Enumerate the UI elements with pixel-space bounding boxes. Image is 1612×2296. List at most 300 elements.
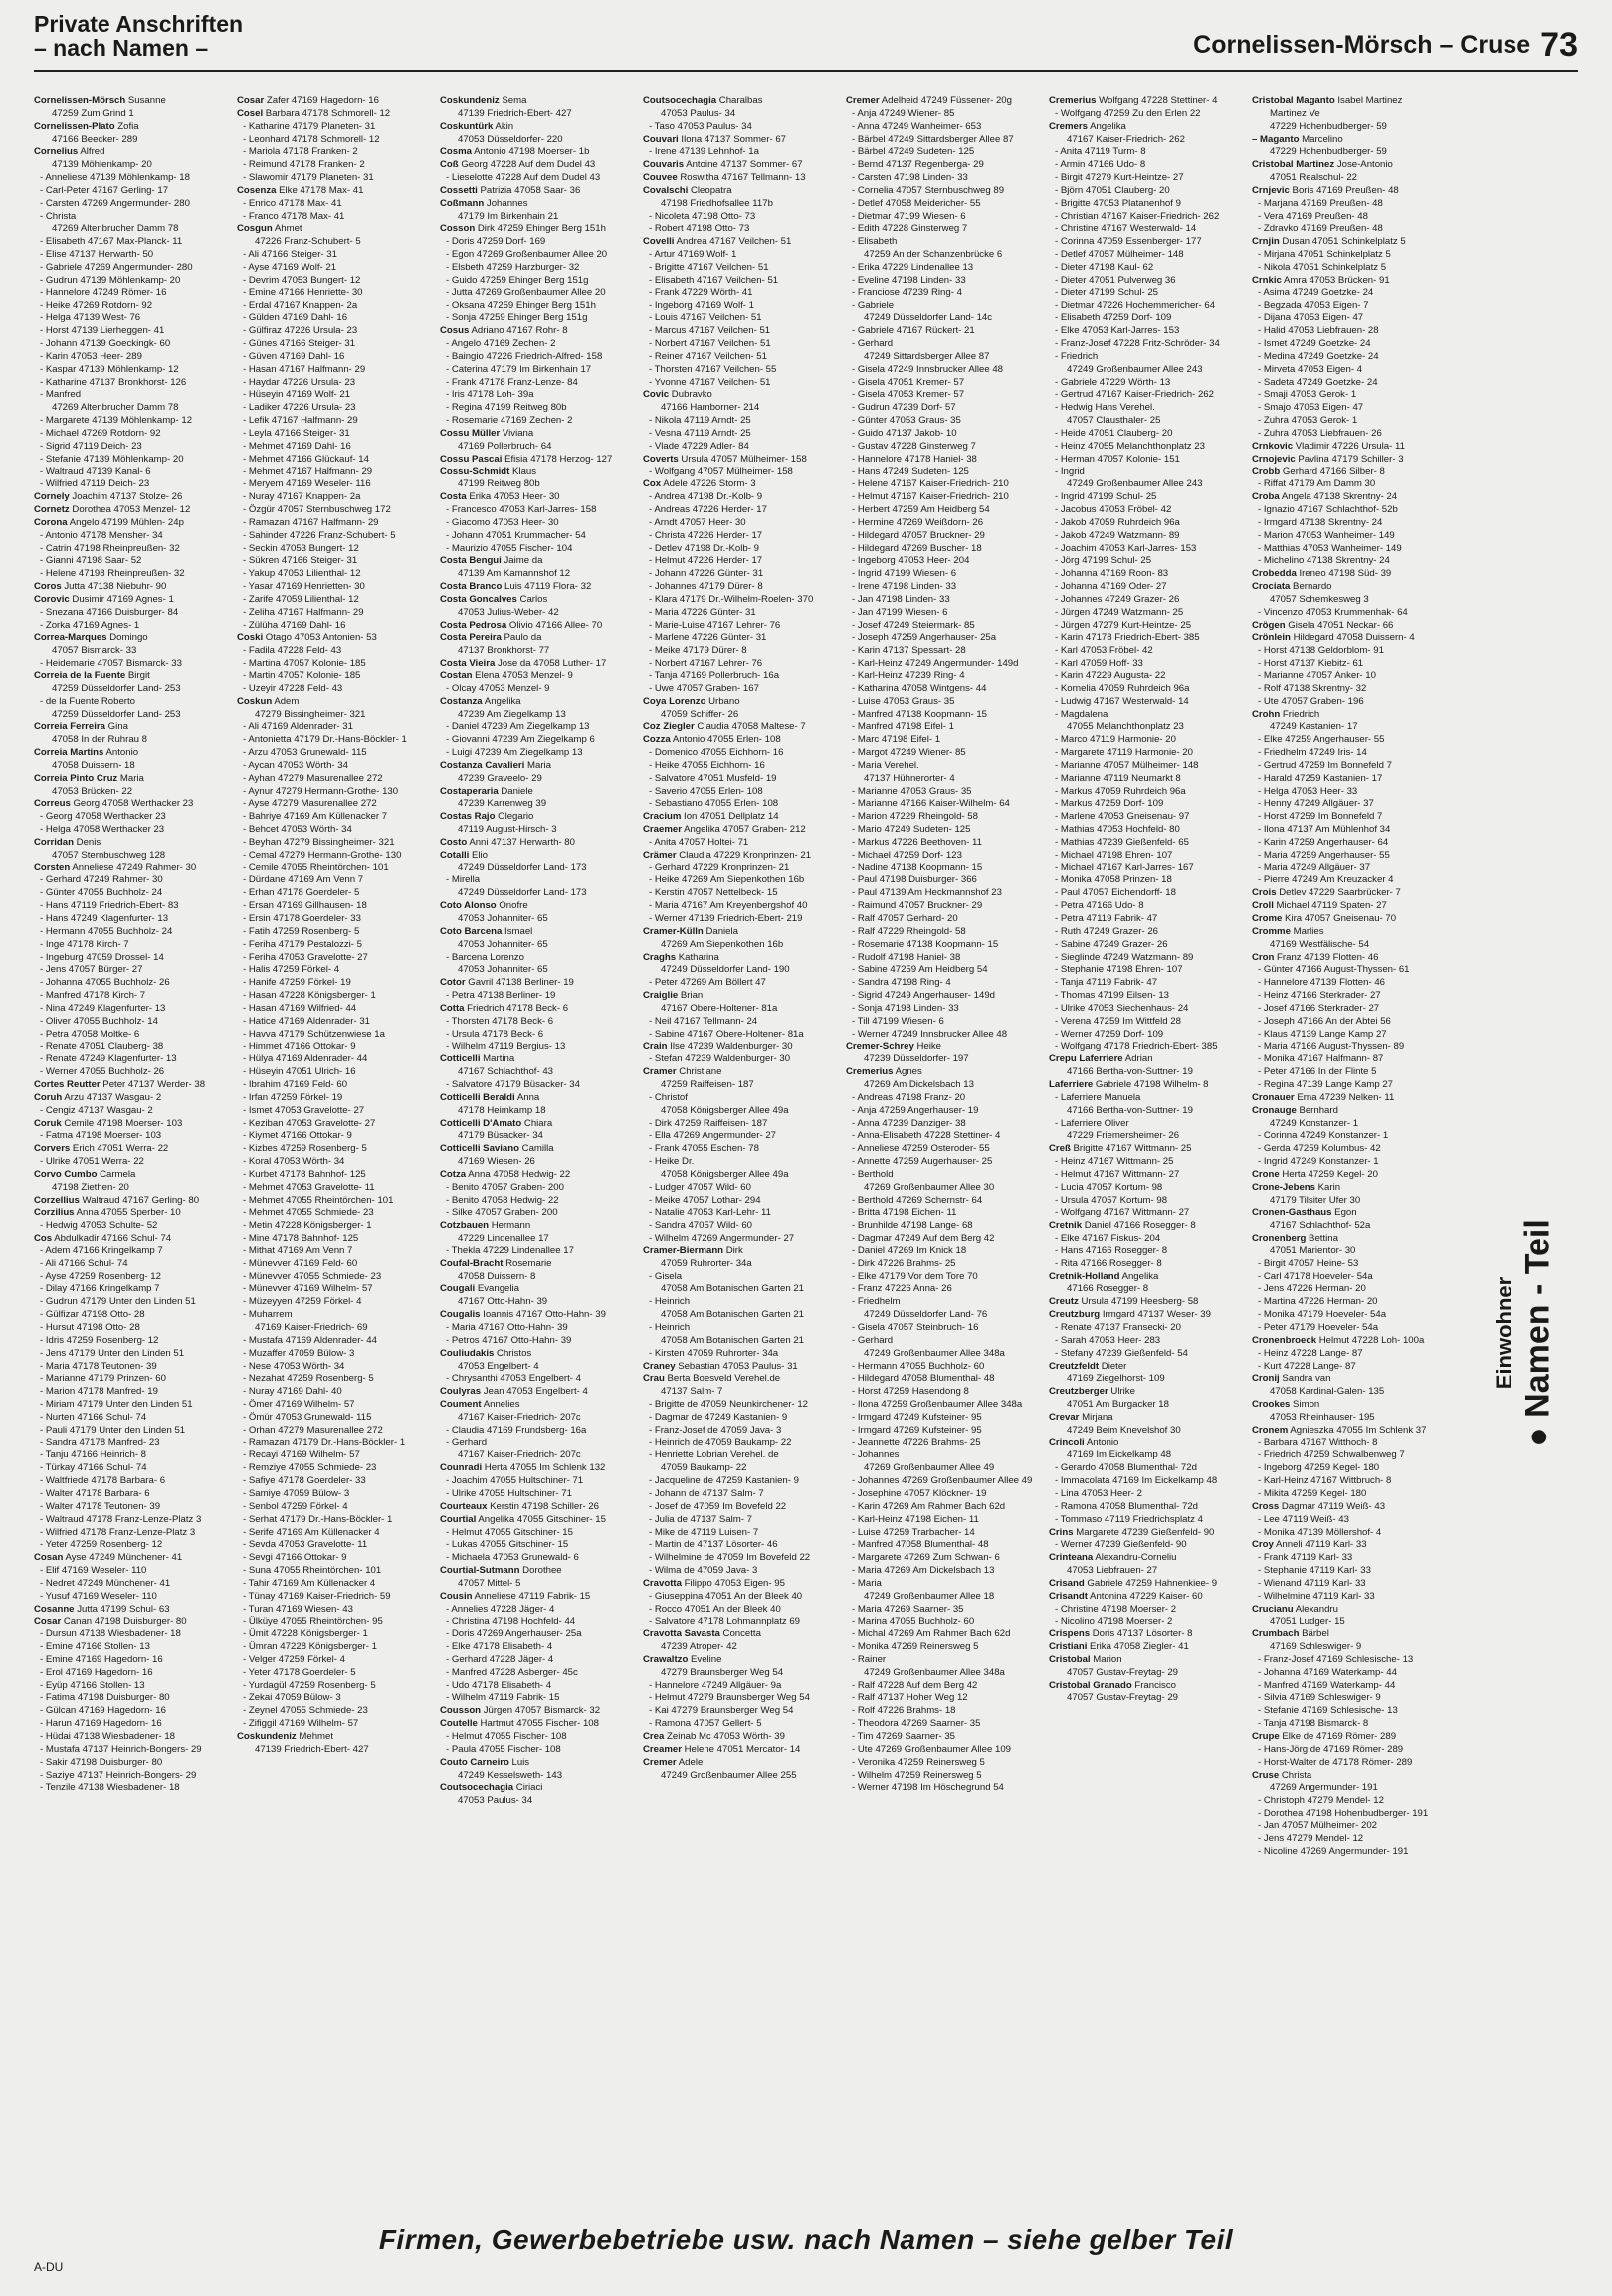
directory-entry — [643, 1449, 836, 1462]
entry-details: - Gisela 47053 Kremer- 57 — [852, 389, 965, 401]
directory-entry — [1252, 1258, 1445, 1271]
directory-entry — [1252, 478, 1445, 491]
entry-surname: Cossu-Schmidt — [440, 466, 510, 478]
entry-details: 47166 Rosegger- 8 — [1067, 1283, 1149, 1295]
directory-entry — [643, 1386, 836, 1399]
entry-details: - Norbert 47167 Lehrer- 76 — [649, 658, 763, 670]
entry-details: - Hannelore 47249 Römer- 16 — [40, 287, 167, 298]
entry-details: Antonio — [103, 747, 139, 759]
directory-entry — [1252, 1437, 1445, 1450]
entry-details: - Lieselotte 47228 Auf dem Dudel 43 — [446, 172, 601, 184]
entry-details: - Helmut 47055 Fischer- 108 — [446, 1731, 567, 1742]
directory-entry — [846, 441, 1039, 454]
directory-entry — [237, 1296, 430, 1309]
directory-entry — [440, 1449, 633, 1462]
directory-entry — [1252, 683, 1445, 696]
entry-surname: Cornely — [34, 491, 70, 503]
directory-entry — [440, 1029, 633, 1042]
entry-details: - Keziban 47053 Gravelotte- 27 — [243, 1117, 376, 1129]
directory-entry — [1252, 1309, 1445, 1322]
entry-details: - Julia de 47137 Salm- 7 — [649, 1513, 752, 1525]
entry-details: - Ülküye 47055 Rheintörchen- 95 — [243, 1616, 383, 1627]
entry-surname: Cosanne — [34, 1603, 75, 1615]
entry-details: Marlies — [1290, 925, 1324, 937]
directory-entry — [1252, 1616, 1445, 1628]
entry-details: Bernhard — [1296, 1104, 1338, 1116]
directory-entry — [237, 211, 430, 224]
directory-entry — [643, 428, 836, 441]
entry-details: Herta 47055 Im Schlenk 132 — [482, 1462, 606, 1474]
entry-details: - Hildegard 47057 Bruckner- 29 — [852, 529, 985, 541]
entry-details: Alfred — [78, 146, 105, 158]
directory-entry — [1049, 1283, 1242, 1296]
directory-entry — [643, 1207, 836, 1220]
directory-entry — [643, 926, 836, 939]
directory-entry — [1252, 1245, 1445, 1258]
entry-details: - Guido 47137 Jakob- 10 — [852, 427, 957, 439]
entry-details: - Natalie 47053 Karl-Lehr- 11 — [649, 1207, 772, 1219]
directory-entry — [846, 1718, 1039, 1731]
entry-details: - Carsten 47269 Angermunder- 280 — [40, 197, 190, 209]
entry-details: - Mirveta 47053 Eigen- 4 — [1258, 363, 1363, 375]
entry-details: - Maria — [852, 1577, 882, 1589]
entry-details: - Sabine 47259 Am Heidberg 54 — [852, 964, 988, 976]
entry-surname: Creutz — [1049, 1296, 1079, 1308]
directory-entry — [1252, 300, 1445, 313]
entry-surname: Cosus — [440, 325, 470, 337]
header-rule — [34, 70, 1578, 72]
entry-details: - Emine 47166 Henriette- 30 — [243, 287, 363, 298]
entry-surname: Crnkovic — [1252, 440, 1294, 452]
directory-entry — [643, 1348, 836, 1361]
directory-entry — [1252, 159, 1445, 172]
entry-details: - Salvatore 47179 Büsacker- 34 — [446, 1078, 580, 1090]
entry-details: - Zuhra 47053 Liebfrauen- 26 — [1258, 427, 1382, 439]
entry-details: 47139 Am Kamannshof 12 — [458, 568, 571, 580]
entry-surname: Correus — [34, 798, 71, 810]
entry-details: - Giovanni 47239 Am Ziegelkamp 6 — [446, 734, 595, 746]
directory-entry — [643, 798, 836, 811]
entry-details: 47057 Gustav-Freytag- 29 — [1067, 1692, 1178, 1704]
directory-entry — [643, 1628, 836, 1641]
entry-details: Zofia — [114, 120, 139, 132]
entry-details: Karin — [1314, 1181, 1341, 1193]
entry-details: - Johann 47226 Günter- 31 — [649, 568, 764, 580]
directory-entry — [643, 620, 836, 633]
entry-surname: Cravotta — [643, 1577, 682, 1589]
entry-surname: Correia Martins — [34, 747, 104, 759]
directory-entry — [1049, 747, 1242, 760]
entry-details: Ilona 47137 Sommer- 67 — [678, 133, 786, 145]
directory-entry — [237, 1578, 430, 1591]
entry-details: - Vera 47169 Preußen- 48 — [1258, 210, 1368, 222]
directory-entry — [1049, 262, 1242, 275]
directory-entry — [1252, 1156, 1445, 1169]
entry-details: - Helene 47198 Rheinpreußen- 32 — [40, 568, 185, 580]
directory-entry — [1252, 1105, 1445, 1118]
directory-entry — [34, 939, 227, 952]
entry-surname: Costanza Cavalieri — [440, 759, 525, 771]
directory-entry — [237, 543, 430, 556]
entry-details: - Michaela 47053 Grunewald- 6 — [446, 1552, 579, 1564]
entry-details: - Benito 47057 Graben- 200 — [446, 1181, 564, 1193]
directory-entry — [34, 670, 227, 683]
directory-entry — [846, 1296, 1039, 1309]
entry-details: Dorothee — [519, 1565, 562, 1577]
entry-details: Jaime da — [501, 555, 543, 567]
directory-column — [1049, 96, 1242, 2191]
entry-details: 47249 Düsseldorfer Land- 173 — [458, 887, 587, 899]
directory-entry — [846, 939, 1039, 952]
entry-details: - Erdal 47167 Knappen- 2a — [243, 299, 358, 311]
directory-entry — [1252, 1514, 1445, 1527]
entry-details: - Martin 47057 Kolonie- 185 — [243, 670, 361, 681]
entry-details: - Tanja 47198 Bismarck- 8 — [1258, 1718, 1369, 1730]
entry-details: - Katharine 47137 Bronkhorst- 126 — [40, 376, 187, 388]
entry-details: Ahmet — [272, 223, 302, 235]
entry-details: - Detlev 47198 Dr.-Kolb- 9 — [649, 542, 759, 554]
entry-details: - Christine 47198 Moerser- 2 — [1055, 1603, 1177, 1615]
directory-entry — [440, 454, 633, 467]
directory-entry — [237, 1412, 430, 1425]
entry-details: Ayse 47249 Münchener- 41 — [63, 1552, 183, 1564]
directory-entry — [1252, 172, 1445, 185]
entry-details: - Koral 47053 Wörth- 34 — [243, 1156, 345, 1168]
entry-details: - Gudrun 47239 Dorf- 57 — [852, 402, 956, 414]
entry-details: - Anneliese 47259 Osteroder- 55 — [852, 1143, 990, 1155]
directory-entry — [237, 389, 430, 402]
entry-details: Dusimir 47169 Agnes- 1 — [69, 593, 174, 605]
entry-details: - Lee 47119 Weiß- 43 — [1258, 1513, 1349, 1525]
entry-details: - Maurizio 47055 Fischer- 104 — [446, 542, 573, 554]
directory-entry — [1252, 1744, 1445, 1757]
directory-entry — [237, 249, 430, 262]
entry-details: - Elif 47169 Weseler- 110 — [40, 1565, 147, 1577]
entry-details: 47057 Sternbuschweg 128 — [52, 849, 166, 861]
directory-entry — [1252, 96, 1445, 108]
entry-details: - Helga 47053 Heer- 33 — [1258, 785, 1358, 797]
entry-details: - Dagmar 47249 Auf dem Berg 42 — [852, 1233, 995, 1244]
directory-entry — [1252, 121, 1445, 134]
entry-details: Francisco — [1131, 1679, 1176, 1691]
entry-details: Gabriele 47259 Hahnenkiee- 9 — [1084, 1577, 1218, 1589]
entry-details: - Suna 47055 Rheintörchen- 101 — [243, 1565, 382, 1577]
entry-details: - Kirsten 47059 Ruhrorter- 34a — [649, 1347, 779, 1359]
directory-entry — [1252, 1654, 1445, 1667]
entry-details: Claudia 47058 Maltese- 7 — [694, 721, 806, 733]
directory-column — [846, 96, 1039, 2191]
entry-details: - Bärbel 47249 Sittardsberger Allee 87 — [852, 133, 1014, 145]
directory-entry — [237, 1475, 430, 1488]
directory-entry — [846, 1604, 1039, 1617]
directory-entry — [1049, 300, 1242, 313]
directory-entry — [846, 121, 1039, 134]
entry-details: 47167 Obere-Holtener- 81a — [661, 1002, 778, 1014]
directory-entry — [237, 517, 430, 530]
entry-details: - Margarete 47119 Harmonie- 20 — [1055, 747, 1194, 759]
entry-details: 47249 Konstanzer- 1 — [1270, 1117, 1359, 1129]
directory-entry — [846, 1770, 1039, 1783]
entry-surname: Cortes Reutter — [34, 1078, 101, 1090]
entry-details: 47058 Am Botanischen Garten 21 — [661, 1334, 805, 1346]
entry-details: - Manfred 47169 Waterkamp- 44 — [1258, 1679, 1396, 1691]
directory-entry — [1049, 798, 1242, 811]
entry-details: - Bahriye 47169 Am Küllenacker 7 — [243, 811, 388, 823]
directory-entry — [34, 1744, 227, 1757]
directory-entry — [34, 211, 227, 224]
entry-details: Antonio — [1084, 1436, 1119, 1448]
entry-details: - Lefik 47167 Halfmann- 29 — [243, 415, 358, 427]
directory-entry — [34, 325, 227, 338]
directory-entry — [237, 1604, 430, 1617]
directory-entry — [237, 402, 430, 415]
directory-entry — [1252, 760, 1445, 773]
directory-entry — [440, 1348, 633, 1361]
directory-entry — [1252, 262, 1445, 275]
directory-entry — [1049, 1271, 1242, 1284]
directory-entry — [1252, 415, 1445, 428]
entry-details: - Velger 47259 Förkel- 4 — [243, 1653, 345, 1665]
entry-details: - Christa — [40, 210, 77, 222]
directory-entry — [643, 632, 836, 645]
directory-entry — [237, 1462, 430, 1475]
page-number: 73 — [1540, 26, 1578, 64]
entry-surname: Cravotta Savasta — [643, 1628, 720, 1640]
entry-details: 47166 Beecker- 289 — [52, 133, 138, 145]
entry-details: - Aynur 47279 Hermann-Grothe- 130 — [243, 785, 399, 797]
entry-details: Maria — [117, 772, 144, 784]
entry-surname: Crögen — [1252, 619, 1286, 631]
entry-details: - Fatima 47198 Duisburger- 80 — [40, 1692, 170, 1704]
directory-entry — [1049, 670, 1242, 683]
directory-entry — [846, 555, 1039, 568]
entry-details: - Helga 47139 West- 76 — [40, 312, 141, 324]
entry-surname: Cracium — [643, 811, 682, 823]
directory-entry — [643, 1680, 836, 1693]
entry-surname: Cotticelli D'Amato — [440, 1117, 522, 1129]
directory-entry — [1252, 185, 1445, 198]
directory-entry — [237, 1271, 430, 1284]
directory-entry — [846, 478, 1039, 491]
directory-entry — [237, 1628, 430, 1641]
entry-details: Ismael — [502, 925, 533, 937]
directory-entry — [1252, 1565, 1445, 1578]
directory-entry — [34, 568, 227, 581]
directory-entry — [643, 377, 836, 390]
directory-entry — [440, 734, 633, 747]
entry-details: - Gabriele 47229 Wörth- 13 — [1055, 376, 1171, 388]
entry-details: - Carsten 47198 Linden- 33 — [852, 172, 968, 184]
directory-entry — [440, 1169, 633, 1182]
entry-details: - Ingeburg 47059 Drossel- 14 — [40, 951, 164, 963]
directory-entry — [846, 786, 1039, 799]
entry-surname: Crome — [1252, 913, 1283, 924]
directory-entry — [440, 1680, 633, 1693]
entry-details: - Hüseyin 47169 Wolf- 21 — [243, 389, 351, 401]
entry-details: - Hans 47119 Friedrich-Ebert- 83 — [40, 900, 179, 912]
directory-entry — [34, 1066, 227, 1079]
directory-entry — [1252, 670, 1445, 683]
directory-entry — [237, 338, 430, 351]
directory-entry — [1049, 824, 1242, 837]
entry-details: - Rosemarie 47169 Zechen- 2 — [446, 415, 573, 427]
entry-details: 47169 Ziegelhorst- 109 — [1067, 1373, 1165, 1385]
entry-details: - Dieter 47199 Schul- 25 — [1055, 287, 1158, 298]
directory-entry — [34, 1079, 227, 1092]
entry-details: Sandra van — [1279, 1373, 1331, 1385]
entry-details: 47179 Im Birkenhain 21 — [458, 210, 559, 222]
entry-details: - Elke 47179 Vor dem Tore 70 — [852, 1270, 978, 1282]
directory-entry — [643, 517, 836, 530]
entry-details: - Marianne 47057 Mülheimer- 148 — [1055, 759, 1199, 771]
entry-details: - Marlene 47053 Gneisenau- 97 — [1055, 811, 1190, 823]
entry-details: Antonio 47055 Erlen- 108 — [670, 734, 781, 746]
entry-details: Olivio 47166 Allee- 70 — [506, 619, 603, 631]
directory-entry — [34, 1437, 227, 1450]
directory-entry — [1252, 1808, 1445, 1820]
directory-entry — [846, 1322, 1039, 1335]
entry-details: - Josef de 47059 Im Bovefeld 22 — [649, 1500, 787, 1512]
directory-entry — [1252, 108, 1445, 121]
entry-details: - Gabriele 47269 Angermunder- 280 — [40, 261, 193, 273]
directory-entry — [440, 913, 633, 926]
entry-details: - Ingeborg 47259 Kegel- 180 — [1258, 1462, 1380, 1474]
entry-details: - Horst 47259 Hasendong 8 — [852, 1386, 969, 1398]
directory-entry — [237, 1680, 430, 1693]
directory-entry — [34, 811, 227, 824]
entry-details: Marion — [1090, 1653, 1122, 1665]
directory-entry — [1049, 1130, 1242, 1143]
entry-details: 47137 Salm- 7 — [661, 1386, 723, 1398]
directory-entry — [846, 172, 1039, 185]
entry-details: Wolfgang 47228 Stettiner- 4 — [1096, 96, 1218, 106]
directory-entry — [1252, 837, 1445, 850]
directory-entry — [34, 338, 227, 351]
directory-entry — [846, 887, 1039, 900]
entry-details: - Franco 47178 Max- 41 — [243, 210, 345, 222]
directory-entry — [34, 1578, 227, 1591]
entry-details: 47249 Düsseldorfer Land- 76 — [864, 1309, 988, 1321]
directory-entry — [34, 798, 227, 811]
directory-entry — [440, 1552, 633, 1565]
directory-entry — [1252, 1501, 1445, 1514]
directory-entry — [643, 862, 836, 875]
entry-details: Luis — [508, 1756, 530, 1768]
entry-details: - Ali 47166 Steiger- 31 — [243, 249, 337, 261]
entry-details: - Renate 47051 Clauberg- 38 — [40, 1041, 164, 1052]
entry-details: - Christina 47198 Hochfeld- 44 — [446, 1616, 576, 1627]
directory-entry — [1252, 211, 1445, 224]
entry-details: - Arzu 47053 Grunewald- 115 — [243, 747, 367, 759]
directory-column — [1252, 96, 1445, 2191]
entry-details: - Mine 47178 Bahnhof- 125 — [243, 1233, 359, 1244]
entry-details: Isabel Martinez — [1334, 96, 1403, 106]
directory-entry — [1252, 1130, 1445, 1143]
directory-entry — [846, 1386, 1039, 1399]
directory-entry — [643, 1539, 836, 1552]
entry-details: - Mario 47249 Sudeten- 125 — [852, 824, 971, 836]
directory-entry — [846, 760, 1039, 773]
entry-details: - Elke 47178 Elisabeth- 4 — [446, 1641, 553, 1653]
entry-details: - Yvonne 47167 Veilchen- 51 — [649, 376, 771, 388]
entry-details: - Chrysanthi 47053 Engelbert- 4 — [446, 1373, 581, 1385]
entry-details: - Mehmet 47055 Schmiede- 23 — [243, 1207, 374, 1219]
entry-details: - Hans-Jörg de 47169 Römer- 289 — [1258, 1743, 1404, 1755]
entry-details: - Werner 47055 Buchholz- 26 — [40, 1066, 165, 1078]
entry-details: - Ayse 47259 Rosenberg- 12 — [40, 1270, 161, 1282]
entry-details: - Hursut 47198 Otto- 28 — [40, 1322, 140, 1333]
entry-details: - Ramazan 47179 Dr.-Hans-Böckler- 1 — [243, 1436, 406, 1448]
entry-details: - Nurten 47166 Schul- 74 — [40, 1411, 147, 1423]
entry-surname: Cougali — [440, 1283, 476, 1295]
directory-entry — [1252, 1233, 1445, 1245]
entry-details: 47279 Bissingheimer- 321 — [255, 708, 366, 720]
entry-details: - Baingio 47226 Friedrich-Alfred- 158 — [446, 350, 603, 362]
directory-entry — [237, 1552, 430, 1565]
entry-details: Anna 47055 Sperber- 10 — [74, 1207, 181, 1219]
entry-details: - Johannes — [852, 1449, 900, 1461]
directory-entry — [440, 146, 633, 159]
entry-details: - Heide 47051 Clauberg- 20 — [1055, 427, 1173, 439]
directory-entry — [846, 504, 1039, 517]
directory-entry — [1049, 1156, 1242, 1169]
page-range-heading — [1193, 26, 1578, 65]
entry-details: - Caterina 47179 Im Birkenhain 17 — [446, 363, 592, 375]
entry-surname: Cos — [34, 1233, 53, 1244]
directory-entry — [34, 1309, 227, 1322]
directory-entry — [237, 1322, 430, 1335]
directory-entry — [34, 517, 227, 530]
directory-entry — [1252, 491, 1445, 504]
entry-details: - Tim 47269 Saarner- 35 — [852, 1731, 955, 1742]
entry-surname: Coskundeniz — [237, 1731, 297, 1742]
directory-entry — [1049, 325, 1242, 338]
entry-details: - Johanna 47055 Buchholz- 26 — [40, 977, 170, 989]
directory-entry — [34, 454, 227, 467]
entry-surname: Coskundeniz — [440, 96, 500, 106]
directory-entry — [237, 1029, 430, 1042]
entry-surname: Cronij — [1252, 1373, 1280, 1385]
directory-entry — [34, 198, 227, 211]
entry-details: - Adem 47166 Kringelkamp 7 — [40, 1244, 163, 1256]
entry-details: - Mehmet 47167 Halfmann- 29 — [243, 466, 373, 478]
directory-entry — [237, 850, 430, 862]
entry-details: - Dietmar 47199 Wiesen- 6 — [852, 210, 966, 222]
section-title — [34, 12, 243, 60]
entry-details: Carlos — [516, 593, 548, 605]
entry-details: Helene 47051 Mercator- 14 — [681, 1743, 801, 1755]
directory-entry — [440, 837, 633, 850]
directory-entry — [1252, 1348, 1445, 1361]
directory-entry — [846, 747, 1039, 760]
directory-entry — [643, 1692, 836, 1705]
entry-details: - Frank 47119 Karl- 33 — [1258, 1552, 1353, 1564]
entry-details: Sebastian 47053 Paulus- 31 — [675, 1360, 798, 1372]
directory-entry — [440, 721, 633, 734]
directory-entry — [1252, 312, 1445, 325]
entry-details: - Heike 47269 Am Siepenkothen 16b — [649, 874, 805, 886]
directory-entry — [846, 262, 1039, 275]
directory-entry — [34, 134, 227, 147]
entry-surname: Correia de la Fuente — [34, 670, 126, 681]
directory-entry — [1252, 850, 1445, 862]
entry-surname: Crau — [643, 1373, 665, 1385]
entry-details: - Johanna 47169 Waterkamp- 44 — [1258, 1666, 1397, 1678]
directory-entry — [1049, 1079, 1242, 1092]
directory-entry — [1049, 1195, 1242, 1208]
directory-entry — [1252, 709, 1445, 722]
entry-details: Detlev 47229 Saarbrücker- 7 — [1276, 887, 1401, 899]
